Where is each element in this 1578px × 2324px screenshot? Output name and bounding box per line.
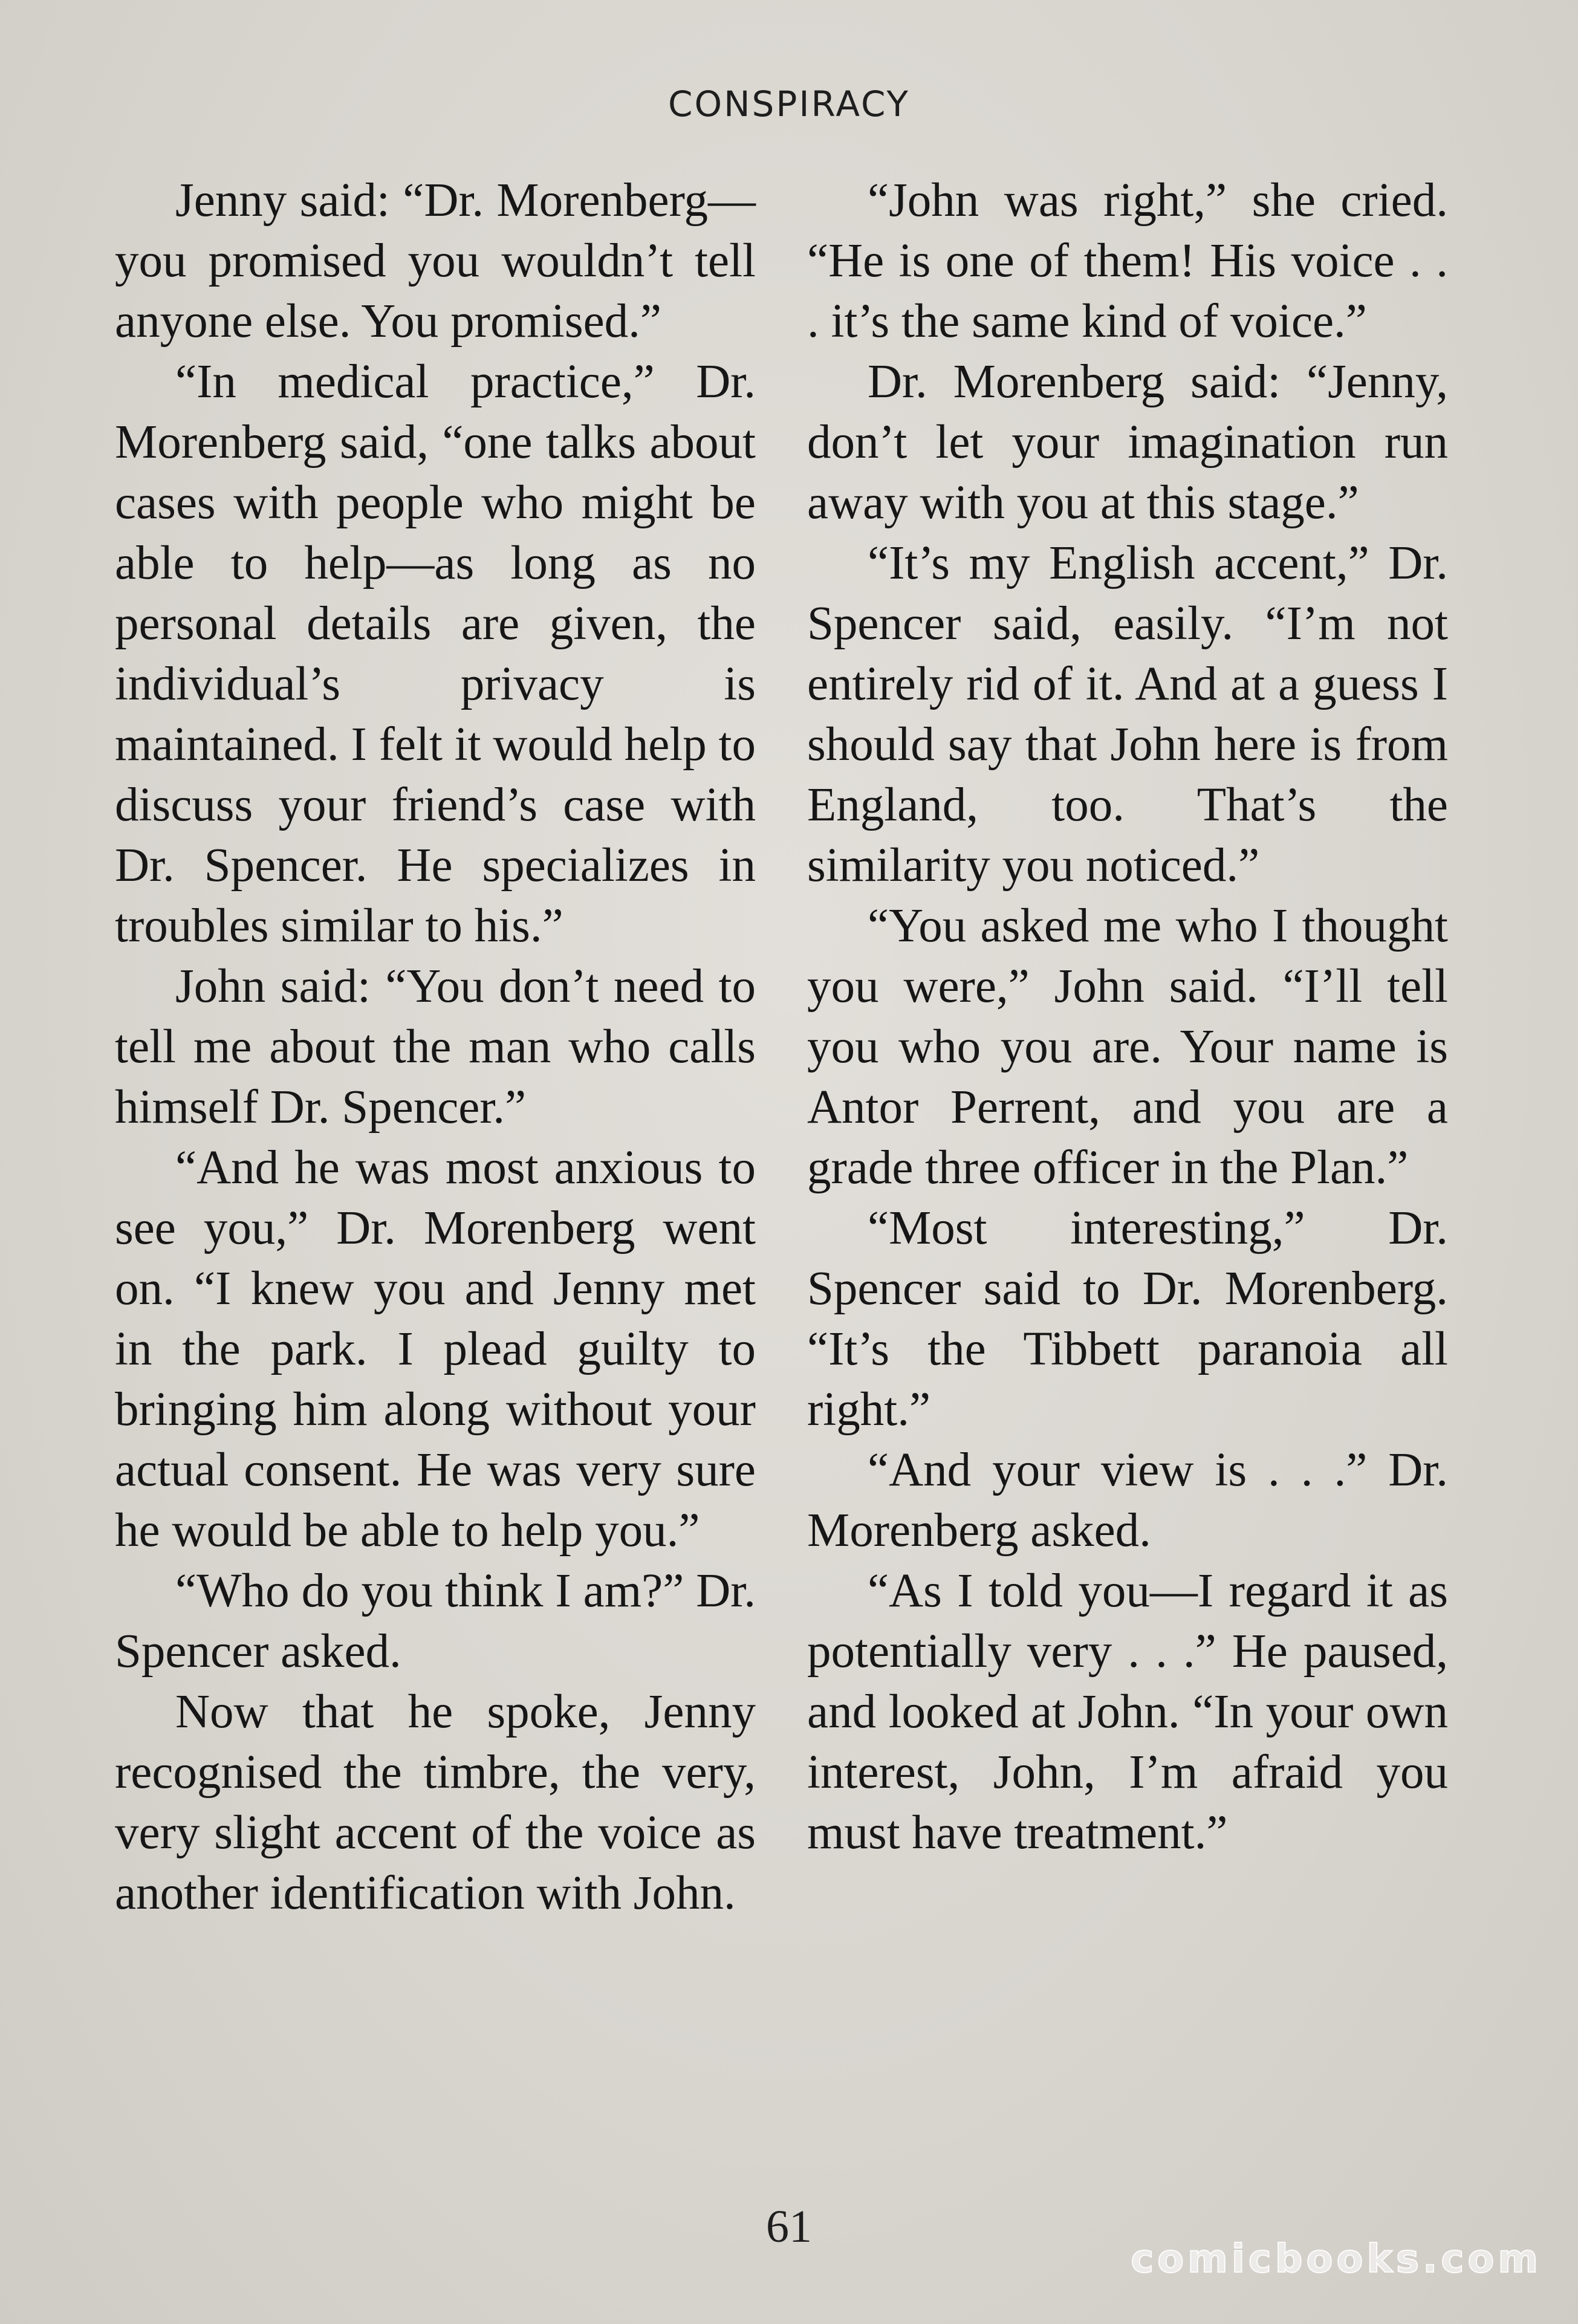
right-column (807, 170, 1448, 1863)
paragraph: “As I told you—I regard it as potentially very . . .” He paused, and looked at John. “In your own interest, John, I’m afraid you must have treatment.” (807, 1565, 1448, 1859)
paragraph: Now that he spoke, Jenny recognised the timbre, the very, very slight accent of the voice as another identification with John. (115, 1686, 756, 1920)
paragraph: “You asked me who I thought you were,” John said. “I’ll tell you who you are. Your name is Antor Perrent, and you are a grade three officer in the Plan.” (807, 900, 1448, 1194)
watermark: comicbooks.com (1131, 2237, 1542, 2282)
paragraph: Dr. Morenberg said: “Jenny, don’t let your imagination run away with you at this stage.” (807, 355, 1448, 529)
paragraph: “And your view is . . .” Dr. Morenberg asked. (807, 1444, 1448, 1557)
left-column (115, 170, 756, 1924)
page-number: 61 (766, 2201, 812, 2252)
paragraph: “John was right,” she cried. “He is one of them! His voice . . . it’s the same kind of voice.” (807, 174, 1448, 348)
paragraph: “And he was most anxious to see you,” Dr. Morenberg went on. “I knew you and Jenny met in the park. I plead guilty to bringing him along without your actual consent. He was very sure he would be able to help you.” (115, 1141, 756, 1557)
paragraph: John said: “You don’t need to tell me about the man who calls himself Dr. Spencer.” (115, 960, 756, 1134)
paragraph: Jenny said: “Dr. Morenberg—you promised you wouldn’t tell anyone else. You promised.” (115, 174, 756, 348)
paragraph: “It’s my English accent,” Dr. Spencer said, easily. “I’m not entirely rid of it. And at a guess I should say that John here is from England, too. That’s the similarity you noticed.” (807, 537, 1448, 892)
paragraph: “In medical practice,” Dr. Morenberg said, “one talks about cases with people who might be able to help—as long as no personal details are given, the individual’s privacy is maintained. I felt it would help to discuss your friend’s case with Dr. Spencer. He specializes in troubles similar to his.” (115, 355, 756, 952)
paragraph: “Who do you think I am?” Dr. Spencer asked. (115, 1565, 756, 1678)
running-title: CONSPIRACY (668, 83, 910, 125)
paragraph: “Most interesting,” Dr. Spencer said to Dr. Morenberg. “It’s the Tibbett paranoia all right.” (807, 1202, 1448, 1436)
